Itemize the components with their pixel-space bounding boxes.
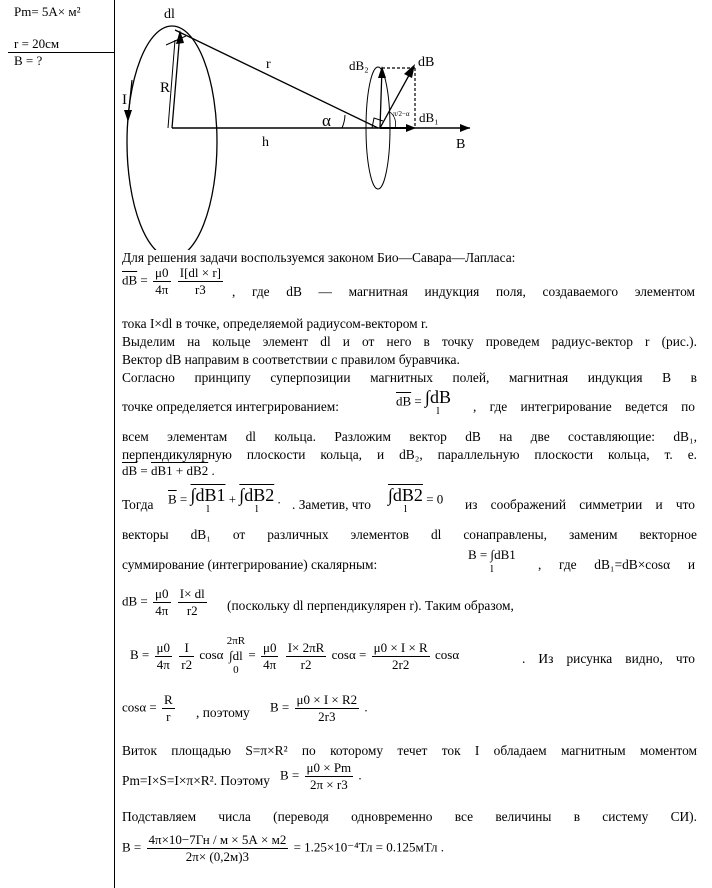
formula-substitution: B = $\frac{4\pi\times 10-7Гн / м \times 5А \times м2}{2\pi\times (0,2м)3}$ = 1.25×10⁻⁴Тл = 0.125мТл . bbox=[122, 832, 445, 864]
line-6: Согласно принципу суперпозиции магнитных полей, магнитная индукция B в bbox=[122, 370, 697, 385]
line-4: Выделим на кольце элемент dl и от него в точку проведем радиус-вектор r (рис.). bbox=[122, 334, 697, 349]
label-r: r bbox=[266, 57, 271, 72]
line-11-tail: из соображений симметрии и что bbox=[465, 497, 695, 512]
label-dl: dl bbox=[164, 7, 175, 22]
radius-R bbox=[172, 32, 180, 128]
label-I: I bbox=[122, 92, 127, 108]
line-18-head: Pm=I×S=I×π×R². Поэтому bbox=[122, 773, 270, 788]
formula-dB2-zero: ∫dB2 l = 0 bbox=[388, 485, 444, 515]
label-alpha: α bbox=[322, 111, 331, 130]
line-3: тока I×dl в точке, определяемой радиусом-вектором r. bbox=[122, 316, 429, 331]
label-h: h bbox=[262, 135, 269, 150]
radius-vector-r bbox=[175, 30, 378, 128]
line-13-tail: , где dB₁=dB×cosα и bbox=[538, 557, 695, 572]
label-dB2: dB₂ bbox=[349, 58, 369, 73]
label-dB: dB bbox=[418, 55, 435, 70]
formula-integral-dB: $\overline{dB} = \int dB$ l bbox=[396, 387, 451, 417]
formula-B-sum: $\overline{B} = \int dB1$ l + ∫dB2 l . bbox=[168, 485, 281, 515]
line-5: Вектор dB направим в соответствии с правилом буравчика. bbox=[122, 352, 460, 367]
label-B: B bbox=[456, 137, 466, 152]
formula-B-Pm: B = $\frac{\mu 0 \times Pm}{2\pi \times r3}$ . bbox=[280, 760, 362, 792]
ring-figure bbox=[0, 0, 712, 250]
line-12: векторы dB₁ от различных элементов dl сонаправлены, заменим векторное bbox=[122, 527, 697, 542]
line-11-head: Тогда bbox=[122, 497, 154, 512]
formula-B-integral: B = $\frac{\mu 0}{4\pi}$ $\frac{I}{r2}$ cosα 2πR ∫dl 0 = $\frac{\mu 0}{4\pi}$ $\frac{I\times 2\pi R}{r2}$ cosα = $\frac{\mu 0 \times I \times R}{2r2}$ cosα bbox=[130, 635, 460, 676]
formula-B-scalar: B = ∫dB1 l bbox=[468, 547, 516, 575]
line-14: (поскольку dl перпендикулярен r). Таким образом, bbox=[227, 598, 514, 613]
given-pm: Pm= 5A× м² bbox=[14, 4, 81, 19]
formula-dB: dB = $\frac{\mu 0}{4\pi}$ $\frac{I\times dl}{r2}$ bbox=[122, 586, 205, 618]
line-1: Для решения задачи воспользуемся законом Био—Савара—Лапласа: bbox=[122, 250, 516, 265]
given-find: B = ? bbox=[14, 53, 43, 68]
formula-decomposition: $\overline{dB} = dB1 + dB2$ . bbox=[122, 463, 215, 478]
line-2: , где dB — магнитная индукция поля, создаваемого элементом bbox=[232, 284, 695, 299]
line-11-mid: . Заметив, что bbox=[292, 497, 371, 512]
line-15-tail: . Из рисунка видно, что bbox=[522, 651, 695, 666]
given-r: r = 20см bbox=[14, 36, 60, 51]
current-ring bbox=[127, 26, 217, 250]
label-dB1: dB₁ bbox=[419, 110, 439, 125]
formula-cos: cosα = $\frac{R}{r}$ bbox=[122, 692, 173, 724]
line-13-head: суммирование (интегрирование) скалярным: bbox=[122, 557, 378, 572]
formula-B-result: B = $\frac{\mu 0 \times I \times R2}{2r3}$ . bbox=[270, 692, 368, 724]
line-9: перпендикулярную плоскости кольца, и dB₂, параллельную плоскости кольца, т. е. bbox=[122, 447, 697, 462]
line-7-head: точке определяется интегрированием: bbox=[122, 399, 339, 414]
label-R: R bbox=[160, 80, 171, 96]
line-17: Виток площадью S=π×R² по которому течет ток I обладаем магнитным моментом bbox=[122, 743, 697, 758]
label-angle: π/2−α bbox=[393, 110, 410, 118]
line-19: Подставляем числа (переводя одновременно все величины в систему СИ). bbox=[122, 809, 697, 824]
line-16-tail: , поэтому bbox=[196, 705, 250, 720]
line-7-tail: , где интегрирование ведется по bbox=[473, 399, 695, 414]
formula-biot-savart: $\overline{dB}$ = $\frac{\mu 0}{4\pi}$ $\frac{I[dl \times r]}{r3}$ bbox=[122, 265, 222, 297]
line-8: всем элементам dl кольца. Разложим вектор dB на две составляющие: dB₁, bbox=[122, 429, 697, 444]
